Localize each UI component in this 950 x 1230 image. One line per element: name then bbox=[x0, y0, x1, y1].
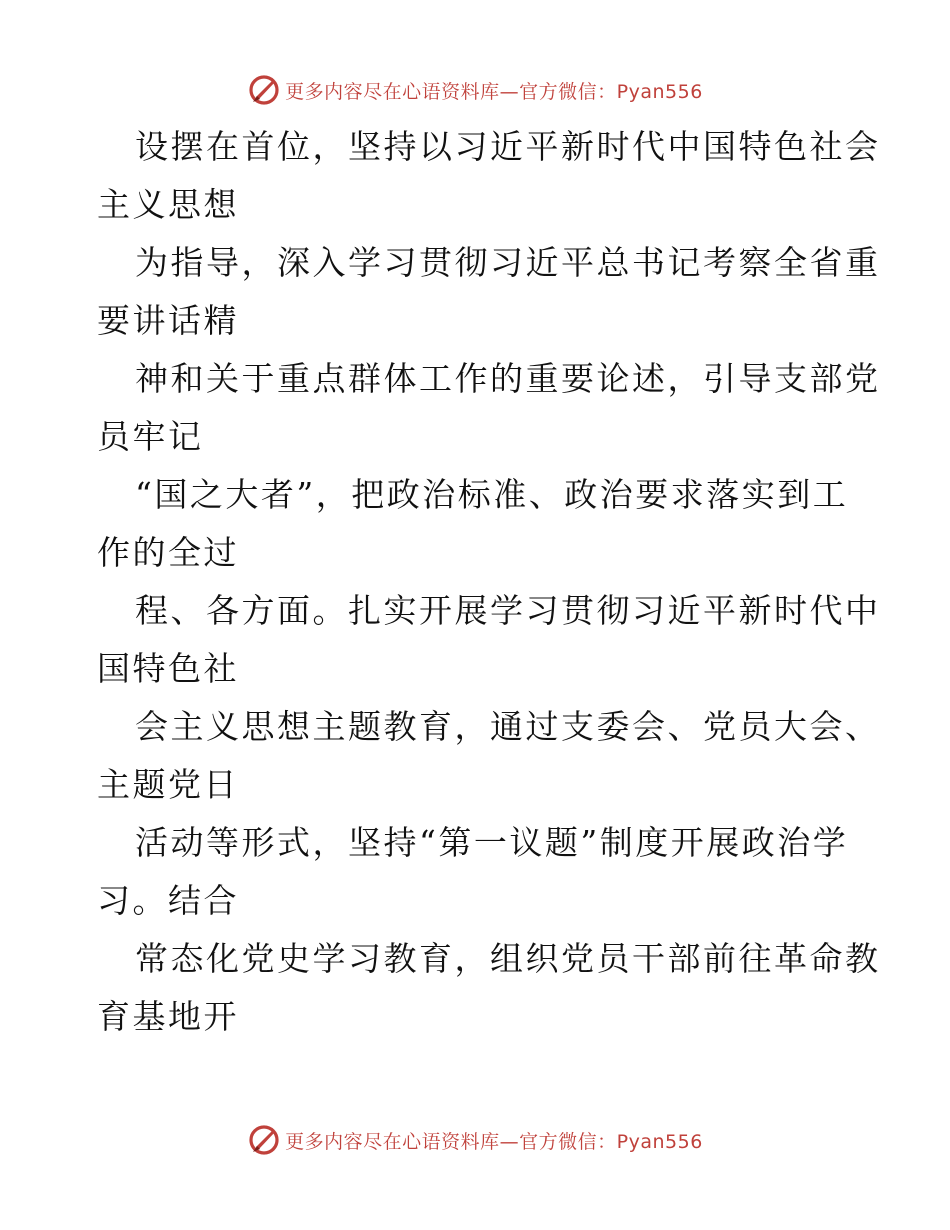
text-line: 作的全过 bbox=[97, 533, 239, 572]
text-line: 习。结合 bbox=[97, 881, 239, 920]
watermark-text: 更多内容尽在心语资料库—官方微信：Pyan556 bbox=[285, 80, 703, 103]
footer-watermark bbox=[0, 1120, 950, 1160]
text-line: 员牢记 bbox=[97, 417, 204, 456]
document-body bbox=[97, 118, 881, 1046]
text-line: 会主义思想主题教育，通过支委会、党员大会、 bbox=[135, 707, 881, 746]
quill-pen-circle-icon bbox=[247, 1123, 281, 1157]
text-line: 设摆在首位，坚持以习近平新时代中国特色社会 bbox=[135, 127, 881, 166]
text-line: 程、各方面。扎实开展学习贯彻习近平新时代中 bbox=[135, 591, 881, 630]
text-line: “国之大者”，把政治标准、政治要求落实到工 bbox=[135, 475, 849, 514]
watermark-text: 更多内容尽在心语资料库—官方微信：Pyan556 bbox=[285, 1130, 703, 1153]
text-line: 育基地开 bbox=[97, 997, 239, 1036]
text-line: 活动等形式，坚持“第一议题”制度开展政治学 bbox=[135, 823, 849, 862]
header-watermark bbox=[0, 70, 950, 110]
text-line: 神和关于重点群体工作的重要论述，引导支部党 bbox=[135, 359, 881, 398]
quill-pen-circle-icon bbox=[247, 73, 281, 107]
text-line: 国特色社 bbox=[97, 649, 239, 688]
text-line: 主义思想 bbox=[97, 185, 239, 224]
text-line: 常态化党史学习教育，组织党员干部前往革命教 bbox=[135, 939, 881, 978]
text-line: 为指导，深入学习贯彻习近平总书记考察全省重 bbox=[135, 243, 881, 282]
text-line: 主题党日 bbox=[97, 765, 239, 804]
text-line: 要讲话精 bbox=[97, 301, 239, 340]
